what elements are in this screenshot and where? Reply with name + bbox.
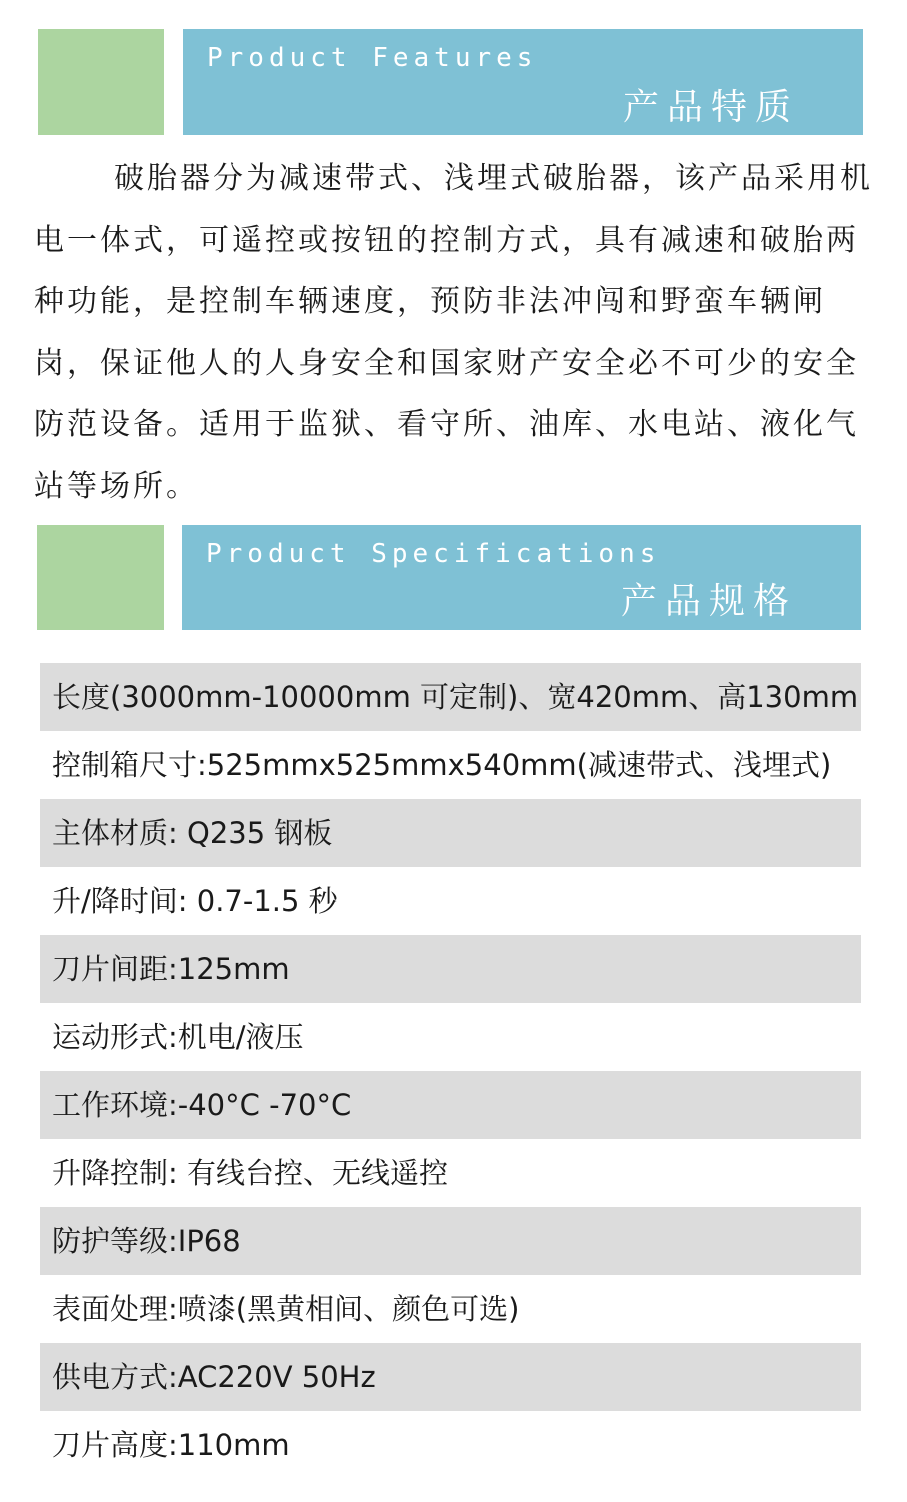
spec-list xyxy=(40,663,861,1479)
features-green-block xyxy=(38,29,164,135)
spec-row-lift-control: 升降控制: 有线台控、无线遥控 xyxy=(52,1156,448,1190)
spec-row-environment: 工作环境:-40°C -70°C xyxy=(40,1071,861,1139)
specs-header-bar xyxy=(182,525,861,630)
specs-green-block xyxy=(37,525,164,630)
features-cn-title: 产品特质 xyxy=(622,87,799,128)
features-en-title: Product Features xyxy=(207,43,538,73)
spec-row-blade-spacing: 刀片间距:125mm xyxy=(40,935,861,1003)
specs-cn-title: 产品规格 xyxy=(620,581,797,622)
spec-row-power-supply: 供电方式:AC220V 50Hz xyxy=(40,1343,861,1411)
spec-row-motion-type: 运动形式:机电/液压 xyxy=(52,1020,304,1054)
specs-en-title: Product Specifications xyxy=(206,539,661,569)
spec-row-lift-time: 升/降时间: 0.7-1.5 秒 xyxy=(52,884,338,918)
spec-row-length: 长度(3000mm-10000mm 可定制)、宽420mm、高130mm xyxy=(40,663,861,731)
spec-row-material: 主体材质: Q235 钢板 xyxy=(40,799,861,867)
spec-row-surface-finish: 表面处理:喷漆(黑黄相间、颜色可选) xyxy=(52,1292,520,1326)
spec-row-protection-level: 防护等级:IP68 xyxy=(40,1207,861,1275)
spec-row-control-box-size: 控制箱尺寸:525mmx525mmx540mm(减速带式、浅埋式) xyxy=(52,748,832,782)
features-header-bar xyxy=(183,29,863,135)
features-paragraph: 破胎器分为减速带式、浅埋式破胎器，该产品采用机电一体式，可遥控或按钮的控制方式，具有减速和破胎两种功能，是控制车辆速度，预防非法冲闯和野蛮车辆闸岗，保证他人的人身安全和国家财产安全必不可少的安全防范设备。适用于监狱、看守所、油库、水电站、液化气站等场所。 xyxy=(34,161,873,504)
spec-row-blade-height: 刀片高度:110mm xyxy=(52,1428,290,1462)
